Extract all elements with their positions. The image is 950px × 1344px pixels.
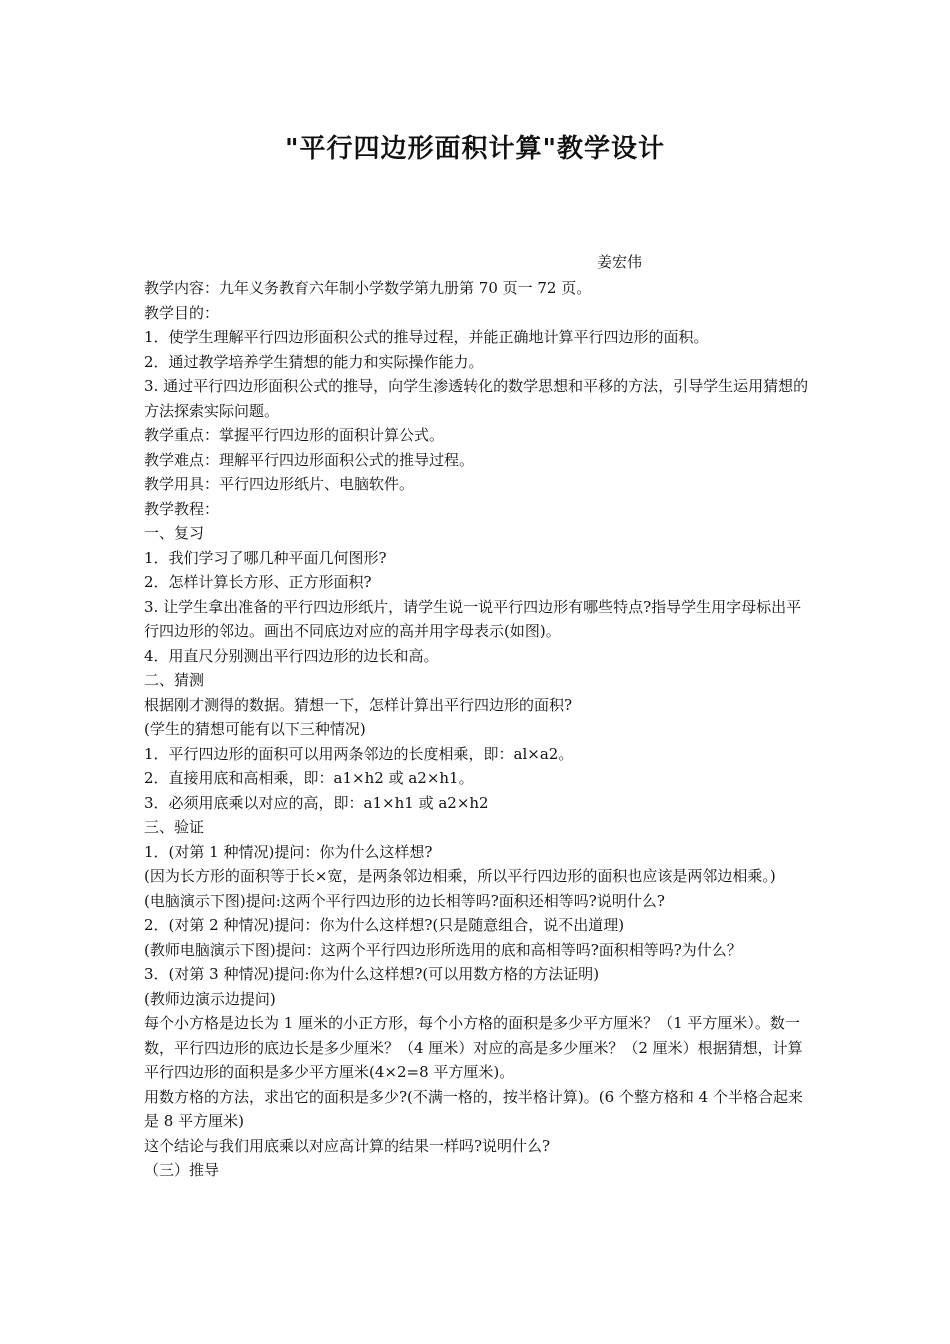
paragraph: (电脑演示下图)提问:这两个平行四边形的边长相等吗?面积还相等吗?说明什么? (144, 891, 665, 910)
paragraph: 3. 通过平行四边形面积公式的推导，向学生渗透转化的数学思想和平移的方法，引导学生运用猜想的方法探索实际问题。 (144, 377, 809, 420)
author-name: 姜宏伟 (597, 253, 643, 271)
paragraph: 教学重点：掌握平行四边形的面积计算公式。 (144, 426, 445, 444)
paragraph: 2．直接用底和高相乘，即：a1×h2 或 a2×h1。 (144, 769, 474, 787)
paragraph: 1．平行四边形的面积可以用两条邻边的长度相乘，即：al×a2。 (144, 744, 574, 763)
section-heading: 一、复习 (144, 524, 205, 542)
paragraph: 教学难点：理解平行四边形面积公式的推导过程。 (144, 450, 475, 469)
paragraph: (教师边演示边提问) (144, 989, 276, 1008)
section-heading: 三、验证 (144, 818, 205, 836)
paragraph: 教学用具：平行四边形纸片、电脑软件。 (144, 475, 415, 493)
paragraph: 用数方格的方法，求出它的面积是多少?(不满一格的，按半格计算)。(6 个整方格和 4 个半格合起来是 8 平方厘米) (144, 1087, 803, 1130)
paragraph: 教学教程： (144, 499, 220, 518)
paragraph: 2．通过教学培养学生猜想的能力和实际操作能力。 (144, 352, 484, 371)
paragraph: 教学目的： (144, 303, 220, 322)
document-body (144, 276, 816, 1183)
paragraph: 每个小方格是边长为 1 厘米的小正方形，每个小方格的面积是多少平方厘米？（1 平方厘米）。数一数，平行四边形的底边长是多少厘米？（4 厘米）对应的高是多少厘米？（2 厘米）根据猜想，计算平行四边形的面积是多少平方厘米(4×2=8 平方厘米)。 (144, 1014, 803, 1081)
document-title: "平行四边形面积计算"教学设计 (284, 134, 666, 164)
paragraph: 这个结论与我们用底乘以对应高计算的结果一样吗?说明什么? (144, 1136, 551, 1155)
paragraph: 1．使学生理解平行四边形面积公式的推导过程，并能正确地计算平行四边形的面积。 (144, 328, 709, 346)
paragraph: (因为长方形的面积等于长×宽，是两条邻边相乘，所以平行四边形的面积也应该是两邻边相乘。) (144, 867, 776, 885)
paragraph: (学生的猜想可能有以下三种情况) (144, 720, 366, 738)
paragraph: 3．(对第 3 种情况)提问:你为什么这样想?(可以用数方格的方法证明) (144, 965, 600, 983)
paragraph: 教学内容：九年义务教育六年制小学数学第九册第 70 页一 72 页。 (144, 279, 592, 297)
paragraph: 3．必须用底乘以对应的高，即：a1×h1 或 a2×h2 (144, 793, 489, 812)
paragraph: 根据刚才测得的数据。猜想一下，怎样计算出平行四边形的面积? (144, 695, 573, 714)
section-heading: （三）推导 (144, 1161, 220, 1179)
paragraph: 4．用直尺分别测出平行四边形的边长和高。 (144, 646, 439, 665)
paragraph: 2．怎样计算长方形、正方形面积? (144, 573, 372, 591)
paragraph: (教师电脑演示下图)提问：这两个平行四边形所选用的底和高相等吗?面积相等吗?为什么？ (144, 940, 742, 959)
paragraph: 3. 让学生拿出准备的平行四边形纸片，请学生说一说平行四边形有哪些特点?指导学生用字母标出平行四边形的邻边。画出不同底边对应的高并用字母表示(如图)。 (144, 597, 802, 640)
paragraph: 1．(对第 1 种情况)提问：你为什么这样想? (144, 842, 433, 861)
paragraph: 1．我们学习了哪几种平面几何图形? (144, 548, 387, 567)
section-heading: 二、猜测 (144, 671, 205, 689)
paragraph: 2．(对第 2 种情况)提问：你为什么这样想?(只是随意组合，说不出道理) (144, 916, 625, 934)
